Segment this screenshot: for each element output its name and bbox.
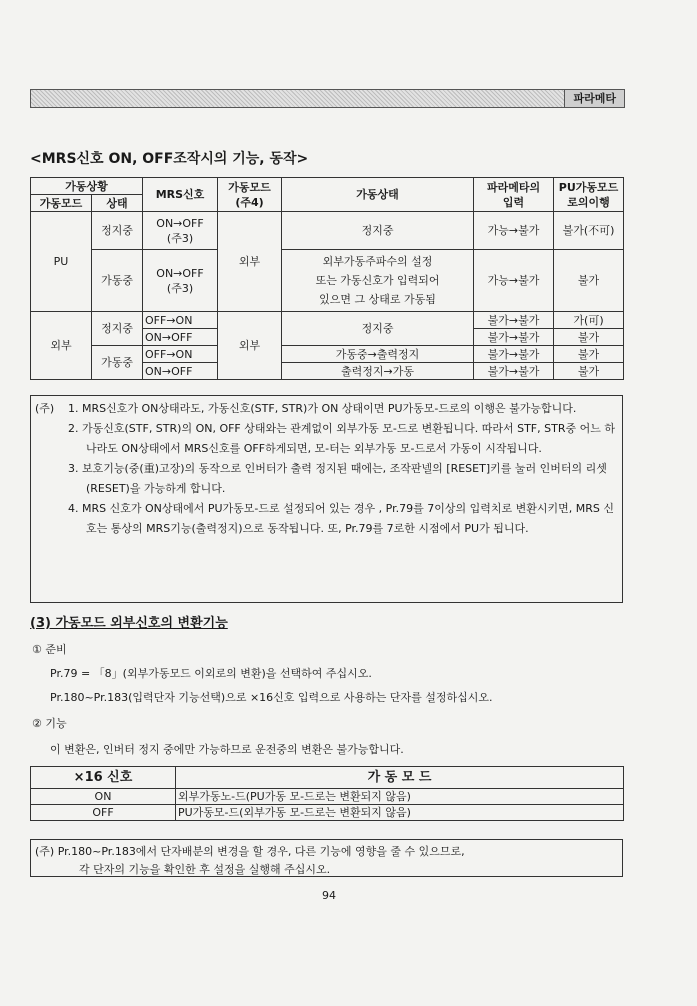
pu-row2-param: 가능→불가: [474, 250, 554, 312]
pu-op-mode: 외부: [218, 212, 282, 312]
pu-row2-mrs: ON→OFF (주3): [143, 250, 218, 312]
t2-row2-signal: OFF: [31, 805, 176, 821]
head-pu: PU가동모드 로의이행: [554, 178, 624, 212]
note2-line-2: 각 단자의 기능을 확인한 후 설정을 실행해 주십시오.: [79, 863, 331, 876]
head-mode: 가동모드: [31, 195, 92, 212]
t2-row2-mode: PU가동모-드(외부가동 모-드로는 변환되지 않음): [176, 805, 624, 821]
ext-row3-run: 가동중→출력정지: [282, 346, 474, 363]
note2-box: [30, 839, 623, 877]
ext-row4-pu: 불가: [554, 363, 624, 380]
pu-row1-pu: 불가(不可): [554, 212, 624, 250]
prep-line-1: Pr.79 = 「8」(외부가동모드 이외로의 변환)을 선택하여 주십시오.: [50, 667, 372, 680]
note-item-2: 2. 가동신호(STF, STR)의 ON, OFF 상태와는 관계없이 외부가동 모-드로 변환됩니다. 따라서 STF, STR중 어느 하나라도 ON상태에서 MRS신호를 OFF하게되면, 모-터는 외부가동 모-드로서 가동이 시작됩니다.: [68, 422, 615, 455]
head-mrs: MRS신호: [143, 178, 218, 212]
t2-head-signal: ×16 신호: [31, 767, 176, 789]
ext-row2-param: 불가→불가: [474, 329, 554, 346]
ext-row1-param: 불가→불가: [474, 312, 554, 329]
ext-row2-mrs: ON→OFF: [143, 329, 218, 346]
header-tab: 파라메타: [564, 89, 625, 107]
ext-row1-mrs: OFF→ON: [143, 312, 218, 329]
t2-row1-signal: ON: [31, 789, 176, 805]
ext-row3-pu: 불가: [554, 346, 624, 363]
ext-stop-run: 정지중: [282, 312, 474, 346]
head-state: 상태: [92, 195, 143, 212]
head-group: 가동상황: [31, 178, 143, 195]
note-item-1: 1. MRS신호가 ON상태라도, 가동신호(STF, STR)가 ON 상태이면 PU가동모-드로의 이행은 불가능합니다.: [68, 402, 577, 415]
note-item-4: 4. MRS 신호가 ON상태에서 PU가동모-드로 설정되어 있는 경우 , Pr.79를 7이상의 입력치로 변환시키면, MRS 신호는 통상의 MRS기능(출력정지)으로 동작됩니다. 또, Pr.79를 7로한 시점에서 PU가 됩니다.: [68, 502, 614, 535]
header-bar: [30, 89, 625, 108]
ext-row4-mrs: ON→OFF: [143, 363, 218, 380]
ext-run-state: 가동중: [92, 346, 143, 380]
page-number: 94: [322, 889, 336, 902]
pu-row1-param: 가능→불가: [474, 212, 554, 250]
x16-signal-table: [30, 766, 624, 821]
ext-row4-run: 출력정지→가동: [282, 363, 474, 380]
ext-row3-mrs: OFF→ON: [143, 346, 218, 363]
section-title: <MRS신호 ON, OFF조작시의 기능, 동작>: [30, 151, 309, 167]
ext-op-mode: 외부: [218, 312, 282, 380]
note-item-3: 3. 보호기능(중(重)고장)의 동작으로 인버터가 출력 정지된 때에는, 조작판넬의 [RESET]키를 눌러 인버터의 리셋(RESET)을 가능하게 합니다.: [68, 462, 607, 495]
prep-label: ① 준비: [32, 643, 67, 656]
ext-stop-state: 정지중: [92, 312, 143, 346]
section3-heading: (3) 가동모드 외부신호의 변환기능: [30, 616, 228, 631]
ext-row4-param: 불가→불가: [474, 363, 554, 380]
ext-row2-pu: 불가: [554, 329, 624, 346]
func-label: ② 기능: [32, 717, 67, 730]
head-run-state: 가동상태: [282, 178, 474, 212]
mrs-function-table: [30, 177, 624, 380]
pu-row2-state: 가동중: [92, 250, 143, 312]
note2-line-1: (주) Pr.180~Pr.183에서 단자배분의 변경을 할 경우, 다른 기능에 영향을 줄 수 있으므로,: [35, 845, 465, 858]
head-param: 파라메타의 입력: [474, 178, 554, 212]
ext-row1-pu: 가(可): [554, 312, 624, 329]
t2-row1-mode: 외부가동노-드(PU가동 모-드로는 변환되지 않음): [176, 789, 624, 805]
ext-mode-cell: 외부: [31, 312, 92, 380]
notes-tag: (주): [35, 402, 55, 415]
t2-head-mode: 가 동 모 드: [176, 767, 624, 789]
pu-row1-state: 정지중: [92, 212, 143, 250]
pu-row1-mrs: ON→OFF (주3): [143, 212, 218, 250]
prep-line-2: Pr.180~Pr.183(입력단자 기능선택)으로 ×16신호 입력으로 사용하는 단자를 설정하십시오.: [50, 691, 493, 704]
pu-mode-cell: PU: [31, 212, 92, 312]
pu-row2-run: 외부가동주파수의 설정 또는 가동신호가 입력되어 있으면 그 상태로 가동됨: [282, 250, 474, 312]
notes-box: [30, 395, 623, 603]
pu-row1-run: 정지중: [282, 212, 474, 250]
pu-row2-pu: 불가: [554, 250, 624, 312]
head-op-mode: 가동모드 (주4): [218, 178, 282, 212]
ext-row3-param: 불가→불가: [474, 346, 554, 363]
func-line: 이 변환은, 인버터 정지 중에만 가능하므로 운전중의 변환은 불가능합니다.: [50, 743, 404, 756]
